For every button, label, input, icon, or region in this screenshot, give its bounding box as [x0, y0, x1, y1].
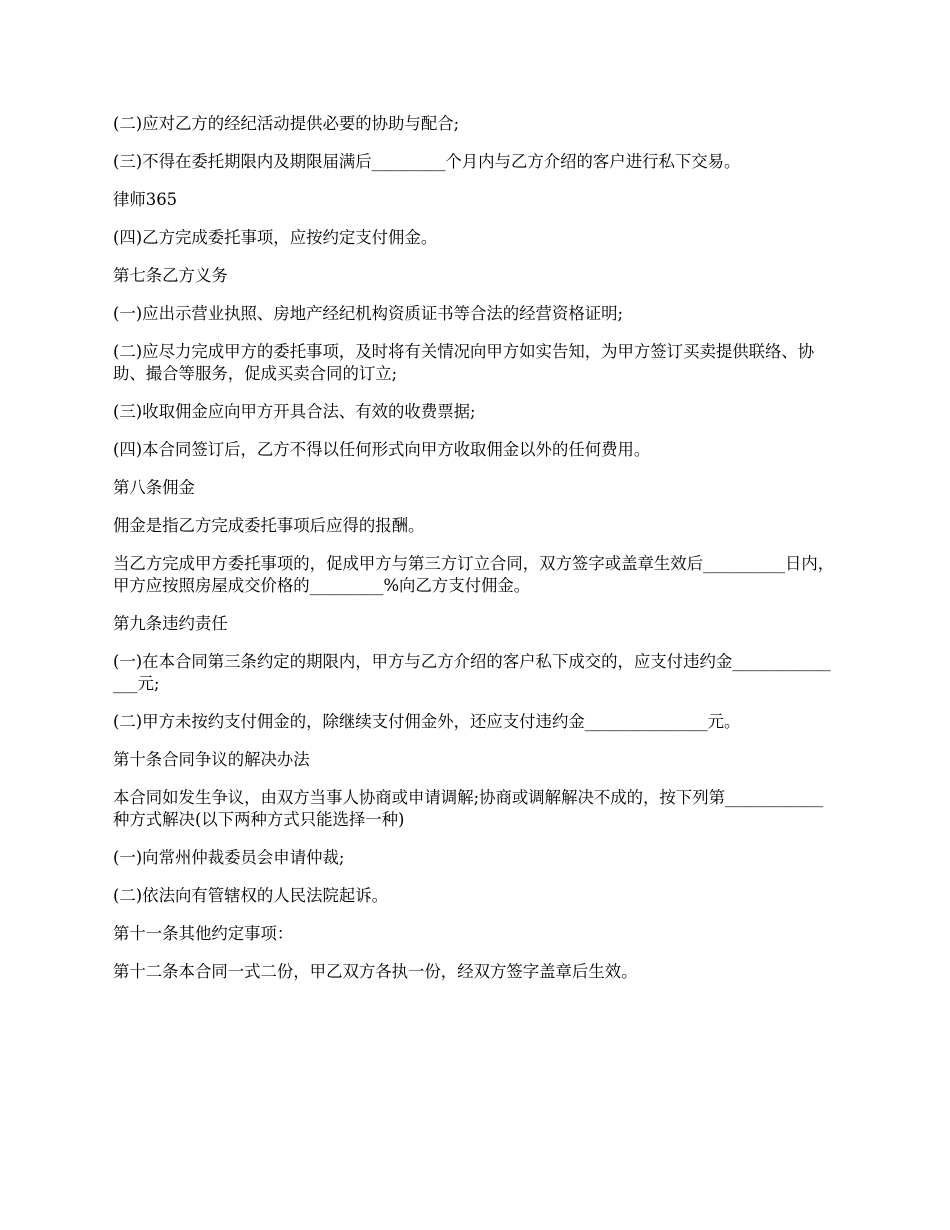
paragraph-breach-2: (二)甲方未按约支付佣金的，除继续支付佣金外，还应支付违约金_______________元。 — [113, 712, 741, 731]
heading-article-8: 第八条佣金 — [113, 478, 195, 497]
paragraph-watermark-text: 律师365 — [113, 190, 178, 209]
paragraph-breach-1: (一)在本合同第三条约定的期限内，甲方与乙方介绍的客户私下成交的，应支付违约金_______________元; — [113, 652, 831, 693]
heading-article-7: 第七条乙方义务 — [113, 266, 228, 285]
paragraph-obligation-3: (三)不得在委托期限内及期限届满后_________个月内与乙方介绍的客户进行私下交易。 — [113, 152, 741, 171]
paragraph-commission-payment: 当乙方完成甲方委托事项的，促成甲方与第三方订立合同，双方签字或盖章生效后__________日内，甲方应按照房屋成交价格的_________%向乙方支付佣金。 — [113, 554, 835, 595]
paragraph-party-b-duty-4: (四)本合同签订后，乙方不得以任何形式向甲方收取佣金以外的任何费用。 — [113, 440, 651, 459]
heading-article-10: 第十条合同争议的解决办法 — [113, 750, 310, 769]
paragraph-party-b-duty-1: (一)应出示营业执照、房地产经纪机构资质证书等合法的经营资格证明; — [113, 304, 624, 323]
heading-article-12: 第十二条本合同一式二份，甲乙双方各执一份，经双方签字盖章后生效。 — [113, 962, 638, 981]
heading-article-11: 第十一条其他约定事项： — [113, 924, 294, 943]
paragraph-dispute-resolution: 本合同如发生争议，由双方当事人协商或申请调解;协商或调解解决不成的，按下列第____________种方式解决(以下两种方式只能选择一种) — [113, 788, 824, 829]
paragraph-party-b-duty-2: (二)应尽力完成甲方的委托事项，及时将有关情况向甲方如实告知，为甲方签订买卖提供联络、协助、撮合等服务，促成买卖合同的订立; — [113, 342, 815, 383]
paragraph-dispute-option-2: (二)依法向有管辖权的人民法院起诉。 — [113, 886, 389, 905]
document-page — [113, 113, 838, 999]
paragraph-commission-definition: 佣金是指乙方完成委托事项后应得的报酬。 — [113, 516, 425, 535]
heading-article-9: 第九条违约责任 — [113, 614, 228, 633]
paragraph-obligation-4: (四)乙方完成委托事项，应按约定支付佣金。 — [113, 228, 438, 247]
paragraph-obligation-2: (二)应对乙方的经纪活动提供必要的协助与配合; — [113, 114, 460, 133]
paragraph-party-b-duty-3: (三)收取佣金应向甲方开具合法、有效的收费票据; — [113, 402, 476, 421]
paragraph-dispute-option-1: (一)向常州仲裁委员会申请仲裁; — [113, 848, 345, 867]
